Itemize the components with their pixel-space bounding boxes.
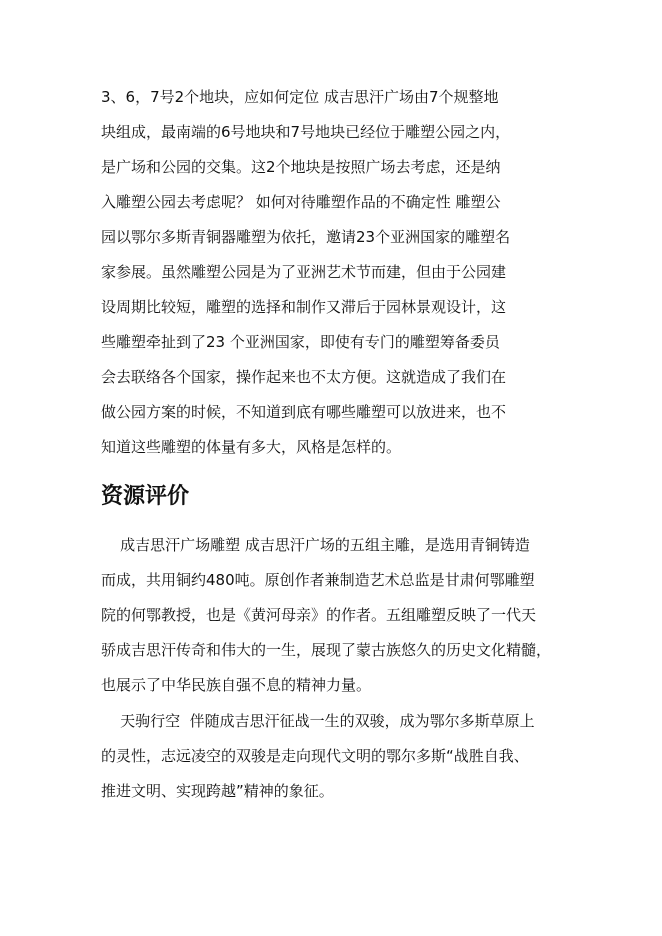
paragraph-line: 3、6，7号2个地块，应如何定位 成吉思汗广场由7个规整地 bbox=[101, 88, 499, 106]
paragraph-line: 设周期比较短，雕塑的选择和制作又滞后于园林景观设计，这 bbox=[101, 298, 507, 316]
paragraph-line: 天驹行空 伴随成吉思汗征战一生的双骏，成为鄂尔多斯草原上 bbox=[101, 712, 535, 730]
paragraph-line: 院的何鄂教授，也是《黄河母亲》的作者。五组雕塑反映了一代天 bbox=[101, 606, 537, 624]
paragraph-line: 些雕塑牵扯到了23 个亚洲国家，即使有专门的雕塑筹备委员 bbox=[101, 333, 500, 351]
paragraph-line: 块组成，最南端的6号地块和7号地块已经位于雕塑公园之内， bbox=[101, 123, 511, 141]
paragraph-line: 而成，共用铜约480吨。原创作者兼制造艺术总监是甘肃何鄂雕塑 bbox=[101, 571, 535, 589]
paragraph-line: 家参展。虽然雕塑公园是为了亚洲艺术节而建，但由于公园建 bbox=[101, 263, 507, 281]
paragraph-line: 做公园方案的时候，不知道到底有哪些雕塑可以放进来，也不 bbox=[101, 403, 507, 421]
paragraph-line: 入雕塑公园去考虑呢？ 如何对待雕塑作品的不确定性 雕塑公 bbox=[101, 193, 501, 211]
paragraph-line: 推进文明、实现跨越”精神的象征。 bbox=[101, 782, 334, 800]
paragraph-line: 园以鄂尔多斯青铜器雕塑为依托，邀请23个亚洲国家的雕塑名 bbox=[101, 228, 511, 246]
paragraph-line: 知道这些雕塑的体量有多大，风格是怎样的。 bbox=[101, 438, 402, 456]
paragraph-line: 是广场和公园的交集。这2个地块是按照广场去考虑，还是纳 bbox=[101, 158, 501, 176]
paragraph-line: 骄成吉思汗传奇和伟大的一生，展现了蒙古族悠久的历史文化精髓， bbox=[101, 641, 552, 659]
section-heading: 资源评价 bbox=[101, 483, 190, 509]
paragraph-line: 也展示了中华民族自强不息的精神力量。 bbox=[101, 676, 372, 694]
paragraph-line: 会去联络各个国家，操作起来也不太方便。这就造成了我们在 bbox=[101, 368, 507, 386]
paragraph-line: 的灵性，志远凌空的双骏是走向现代文明的鄂尔多斯“战胜自我、 bbox=[101, 747, 529, 765]
paragraph-line: 成吉思汗广场雕塑 成吉思汗广场的五组主雕，是选用青铜铸造 bbox=[101, 536, 530, 554]
